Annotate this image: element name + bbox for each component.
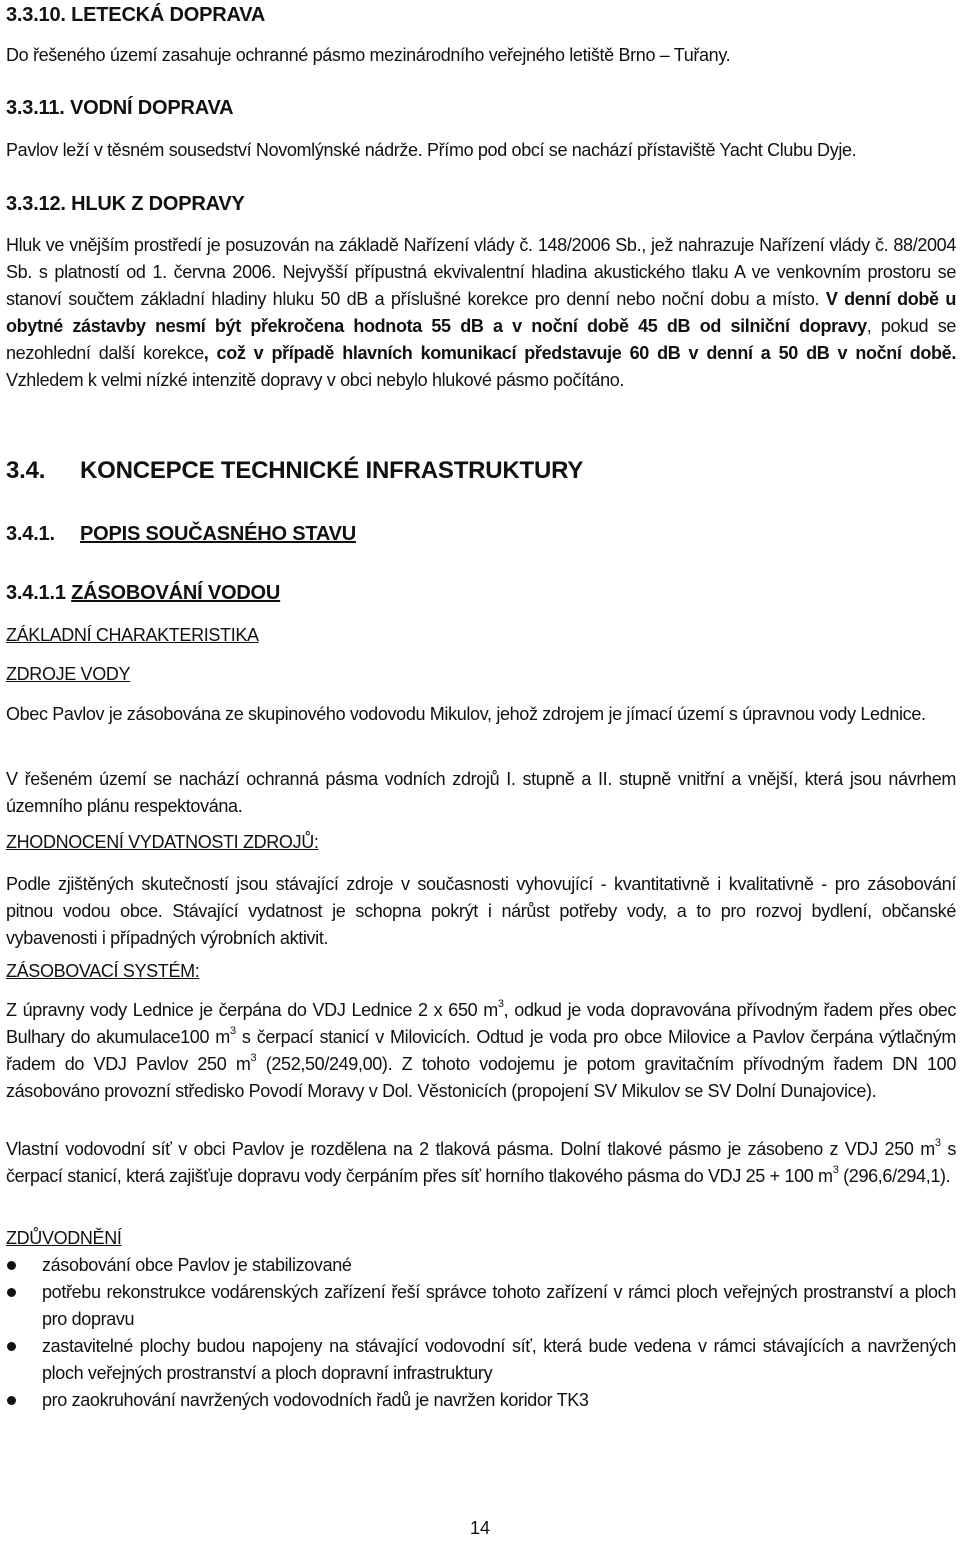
bullet-list <box>6 1252 956 1414</box>
hluk-bold-2: , což v případě hlavních komunikací představuje 60 dB v denní a 50 dB v noční době. <box>203 343 956 363</box>
paragraph-system <box>6 997 956 1105</box>
paragraph-zdroje-1: Obec Pavlov je zásobována ze skupinového vodovodu Mikulov, jehož zdrojem je jímací území s úpravnou vody Lednice. <box>6 704 926 724</box>
subheading-system: ZÁSOBOVACÍ SYSTÉM: <box>6 961 200 981</box>
system-text-2: , odkud je voda dopravována přívodným řadem přes obec Bulhary do akumulace100 m <box>6 1000 956 1047</box>
system-text-3: s čerpací stanicí v Milovicích. Odtud je voda pro obce Milovice a Pavlov čerpána výtlačným řadem do VDJ Pavlov 250 m <box>6 1027 957 1074</box>
superscript: 3 <box>250 1052 257 1064</box>
heading-3-4 <box>6 457 956 484</box>
heading-title: ZÁSOBOVÁNÍ VODOU <box>71 582 281 604</box>
paragraph-letecka: Do řešeného území zasahuje ochranné pásmo mezinárodního veřejného letiště Brno – Tuřany. <box>6 45 731 65</box>
subheading-zakladni: ZÁKLADNÍ CHARAKTERISTIKA <box>6 625 259 645</box>
paragraph-sit <box>6 1136 956 1190</box>
heading-title: VODNÍ DOPRAVA <box>70 97 234 119</box>
bullet-icon <box>7 1261 16 1270</box>
sit-text-2: s čerpací stanicí, která zajišťuje dopravu vody čerpáním přes síť horního tlakového pásma do VDJ 25 + 100 m <box>6 1139 956 1186</box>
sit-text-1: Vlastní vodovodní síť v obci Pavlov je rozdělena na 2 tlaková pásma. Dolní tlakové pásmo je zásobeno z VDJ 250 m <box>6 1139 935 1159</box>
hluk-text-a: Hluk ve vnějším prostředí je posuzován na základě Nařízení vlády č. 148/2006 Sb., jež nahrazuje Nařízení vlády č. 88/2004 Sb. s platností od 1. června 2006. Nejvyšší přípustná ekvivalentní hladina akustického tlaku A ve venkovním prostoru se stanoví součtem základní hladiny hluku 50 dB a příslušné korekce pro denní nebo noční dobu a místo. <box>6 235 956 309</box>
list-item-text: zásobování obce Pavlov je stabilizované <box>42 1255 352 1275</box>
heading-title: LETECKÁ DOPRAVA <box>71 4 266 26</box>
heading-number: 3.3.11. <box>6 97 65 119</box>
heading-number: 3.3.12. <box>6 193 66 215</box>
list-item <box>6 1333 956 1387</box>
hluk-bold-1: V denní době u obytné zástavby nesmí být překročena hodnota 55 dB a v noční době 45 dB od silniční dopravy <box>6 289 956 336</box>
sit-text-3: (296,6/294,1). <box>838 1166 951 1186</box>
page-number: 14 <box>469 1518 491 1538</box>
subheading-zduvodneni: ZDŮVODNĚNÍ <box>6 1228 122 1248</box>
list-item <box>6 1387 956 1414</box>
heading-title: HLUK Z DOPRAVY <box>71 193 245 215</box>
subheading-zdroje: ZDROJE VODY <box>6 664 131 684</box>
paragraph-zdroje-2: V řešeném území se nachází ochranná pásma vodních zdrojů I. stupně a II. stupně vnitřní a vnější, která jsou návrhem územního plánu respektována. <box>6 769 956 816</box>
system-text-1: Z úpravny vody Lednice je čerpána do VDJ Lednice 2 x 650 m <box>6 1000 498 1020</box>
paragraph-zhodnoceni: Podle zjištěných skutečností jsou stávající zdroje v současnosti vyhovující - kvantitativně i kvalitativně - pro zásobování pitnou vodou obce. Stávající vydatnost je schopna pokrýt i nárůst potřeby vody, a to pro rozvoj bydlení, občanské vybavenosti i případných výrobních aktivit. <box>6 874 956 948</box>
heading-title: KONCEPCE TECHNICKÉ INFRASTRUKTURY <box>80 457 584 484</box>
subheading-zhodnoceni: ZHODNOCENÍ VYDATNOSTI ZDROJŮ: <box>6 832 319 852</box>
list-item-text: zastavitelné plochy budou napojeny na stávající vodovodní síť, která bude vedena v rámci stávajících a navržených ploch veřejných prostranství a ploch dopravní infrastruktury <box>42 1336 956 1383</box>
list-item <box>6 1252 956 1279</box>
bullet-icon <box>7 1396 16 1405</box>
list-item-text: potřebu rekonstrukce vodárenských zařízení řeší správce tohoto zařízení v rámci ploch veřejných prostranství a ploch pro dopravu <box>42 1282 956 1329</box>
heading-number: 3.4. <box>6 457 46 484</box>
heading-3-4-1-1 <box>6 580 956 607</box>
bullet-icon <box>7 1342 16 1351</box>
paragraph-hluk <box>6 232 956 394</box>
heading-3-3-12 <box>6 191 956 218</box>
superscript: 3 <box>497 998 504 1010</box>
superscript: 3 <box>229 1025 236 1037</box>
bullet-icon <box>7 1288 16 1297</box>
heading-title: POPIS SOUČASNÉHO STAVU <box>80 523 357 545</box>
paragraph-vodni: Pavlov leží v těsném sousedství Novomlýnské nádrže. Přímo pod obcí se nachází přístaviště Yacht Clubu Dyje. <box>6 140 857 160</box>
heading-number: 3.3.10. <box>6 4 66 26</box>
hluk-text-d: Vzhledem k velmi nízké intenzitě dopravy v obci nebylo hlukové pásmo počítáno. <box>6 370 625 390</box>
heading-number: 3.4.1.1 <box>6 582 66 604</box>
heading-3-3-10 <box>6 2 956 29</box>
hluk-text-c: , pokud se nezohlední další korekce <box>6 316 956 363</box>
superscript: 3 <box>934 1137 941 1149</box>
heading-3-3-11 <box>6 95 956 122</box>
list-item <box>6 1279 956 1333</box>
superscript: 3 <box>832 1164 839 1176</box>
heading-number: 3.4.1. <box>6 523 55 545</box>
heading-3-4-1 <box>6 521 956 548</box>
list-item-text: pro zaokruhování navržených vodovodních řadů je navržen koridor TK3 <box>42 1390 589 1410</box>
system-text-4: (252,50/249,00). Z tohoto vodojemu je potom gravitačním přívodným řadem DN 100 zásobováno provozní středisko Povodí Moravy v Dol. Věstonicích (propojení SV Mikulov se SV Dolní Dunajovice). <box>6 1054 956 1101</box>
